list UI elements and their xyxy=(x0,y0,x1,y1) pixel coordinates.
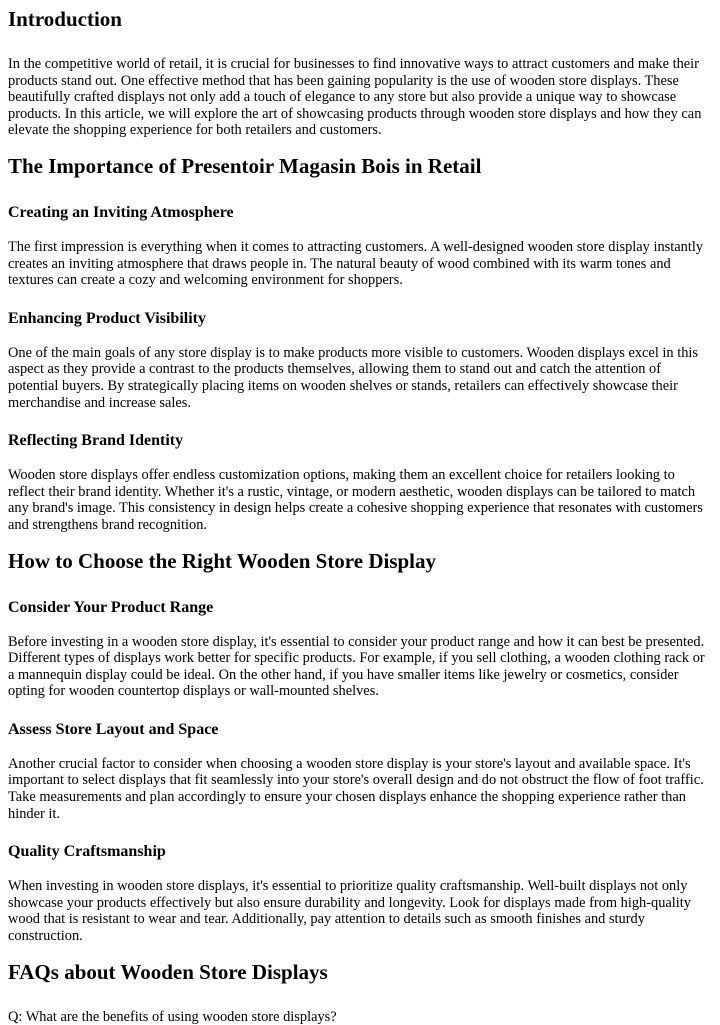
subheading-quality-craftsmanship: Quality Craftsmanship xyxy=(8,843,166,861)
section-heading-importance: The Importance of Presentoir Magasin Bois in Retail xyxy=(8,153,482,178)
paragraph-brand-identity: Wooden store displays offer endless customization options, making them an excellent choice for retailers looking to reflect their brand identity. Whether it's a rustic, vintage, or modern aesthetic, wooden displays can be tailored to match any brand's image. This consistency in design helps create a cohesive shopping experience that resonates with customers and strengthens brand recognition. xyxy=(8,467,703,533)
section-heading-choose-display: How to Choose the Right Wooden Store Display xyxy=(8,548,437,573)
subheading-inviting-atmosphere: Creating an Inviting Atmosphere xyxy=(8,203,234,221)
section-heading-introduction: Introduction xyxy=(8,7,122,31)
subheading-store-layout: Assess Store Layout and Space xyxy=(8,720,219,738)
paragraph-product-visibility: One of the main goals of any store display is to make products more visible to customers. Wooden displays excel in this aspect as they provide a contrast to the products themselves, allowing them to stand out and catch the attention of potential buyers. By strategically placing items on wooden shelves or stands, retailers can effectively showcase their merchandise and increase sales. xyxy=(8,344,698,411)
subheading-brand-identity: Reflecting Brand Identity xyxy=(8,432,184,450)
section-heading-faqs: FAQs about Wooden Store Displays xyxy=(8,959,328,984)
paragraph-quality-craftsmanship: When investing in wooden store displays, it's essential to prioritize quality craftsmanship. Well-built displays not only showcase your products effectively but also ensure durability and longevity. Look for displays made from high-quality wood that is resistant to wear and tear. Additionally, pay attention to details such as smooth finishes and sturdy construction. xyxy=(8,878,691,945)
paragraph-inviting-atmosphere: The first impression is everything when it comes to attracting customers. A well-designed wooden store display instantly creates an inviting atmosphere that draws people in. The natural beauty of wood combined with its warm tones and textures can create a cozy and welcoming environment for shoppers. xyxy=(8,238,704,289)
faq-question: Q: What are the benefits of using wooden store displays? xyxy=(8,1008,337,1025)
paragraph-store-layout: Another crucial factor to consider when choosing a wooden store display is your store's layout and available space. It's important to select displays that fit seamlessly into your store's overall design and do not obstruct the flow of foot traffic. Take measurements and plan accordingly to ensure your chosen displays enhance the shopping experience rather than hinder it. xyxy=(8,755,704,822)
subheading-product-range: Consider Your Product Range xyxy=(8,598,214,616)
paragraph-introduction: In the competitive world of retail, it is crucial for businesses to find innovative ways to attract customers and make their products stand out. One effective method that has been gaining popularity is the use of wooden store displays. These beautifully crafted displays not only add a touch of elegance to any store but also provide a unique way to showcase products. In this article, we will explore the art of showcasing products through wooden store displays and how they can elevate the shopping experience for both retailers and customers. xyxy=(8,56,702,139)
article xyxy=(0,6,720,1025)
paragraph-product-range: Before investing in a wooden store display, it's essential to consider your product range and how it can best be presented. Different types of displays work better for specific products. For example, if you sell clothing, a wooden clothing rack or a mannequin display could be ideal. On the other hand, if you have smaller items like jewelry or cosmetics, consider opting for wooden countertop displays or wall-mounted shelves. xyxy=(8,633,705,700)
subheading-product-visibility: Enhancing Product Visibility xyxy=(8,309,206,327)
